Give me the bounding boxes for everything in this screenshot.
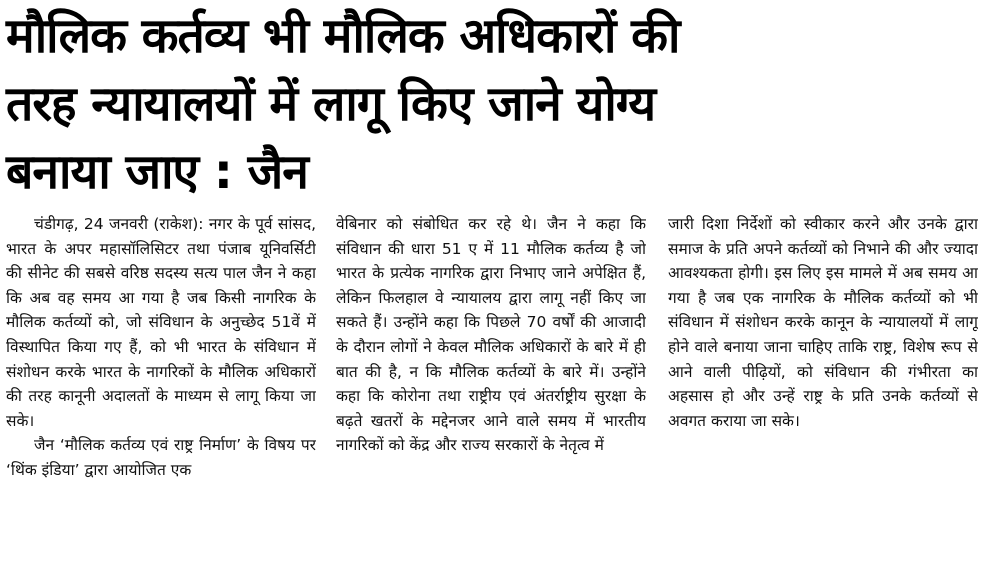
column-1-paragraph-2: जैन ‘मौलिक कर्तव्य एवं राष्ट्र निर्माण’ के विषय पर ‘थिंक इंडिया’ द्वारा आयोजित एक [6, 436, 316, 479]
headline [6, 2, 978, 206]
article-column-3 [668, 212, 978, 582]
headline-line-1: मौलिक कर्तव्य भी मौलिक अधिकारों की [6, 8, 680, 64]
column-3-text: जारी दिशा निर्देशों को स्वीकार करने और उनके द्वारा समाज के प्रति अपने कर्तव्यों को निभाने की और ज्यादा आवश्यकता होगी। इस लिए इस मामले में अब समय आ गया है जब एक नागरिक के मौलिक कर्तव्यों को भी संविधान में संशोधन करके कानून के न्यायालयों में लागू होने वाले बनाया जाना चाहिए ताकि राष्ट्र, विशेष रूप से आने वाली पीढ़ियों, को संविधान की गंभीरता का अहसास हो और उन्हें राष्ट्र के प्रति उनके कर्तव्यों से अवगत कराया जा सके। [668, 215, 978, 430]
column-1-paragraph-1: चंडीगढ़, 24 जनवरी (राकेश): नगर के पूर्व सांसद, भारत के अपर महासॉलिसिटर तथा पंजाब यूनिवर्सिटी की सीनेट की सबसे वरिष्ठ सदस्य सत्य पाल जैन ने कहा कि अब वह समय आ गया है जब किसी नागरिक के मौलिक कर्तव्यों को, जो संविधान के अनुच्छेद 51वें में विस्थापित किया गए हैं, को भी भारत के संविधान में संशोधन करके भारत के नागरिकों के मौलिक अधिकारों की तरह कानूनी अदालतों के माध्यम से लागू किया जा सके। [6, 215, 316, 430]
column-2-text: वेबिनार को संबोधित कर रहे थे। जैन ने कहा कि संविधान की धारा 51 ए में 11 मौलिक कर्तव्य है जो भारत के प्रत्येक नागरिक द्वारा निभाए जाने अपेक्षित हैं, लेकिन फिलहाल वे न्यायालय द्वारा लागू नहीं किए जा सकते हैं। उन्होंने कहा कि पिछले 70 वर्षों की आजादी के दौरान लोगों ने केवल मौलिक अधिकारों के बारे में ही बात की है, न कि मौलिक कर्तव्यों के बारे में। उन्होंने कहा कि कोरोना तथा राष्ट्रीय एवं अंतर्राष्ट्रीय सुरक्षा के बढ़ते खतरों के मद्देनजर आने वाले समय में भारतीय नागरिकों को केंद्र और राज्य सरकारों के नेतृत्व में [336, 215, 646, 455]
article-column-2 [336, 212, 646, 582]
article-column-1 [6, 212, 316, 582]
headline-line-2: तरह न्यायालयों में लागू किए जाने योग्य [6, 76, 656, 132]
headline-line-3: बनाया जाए : जैन [6, 144, 308, 200]
